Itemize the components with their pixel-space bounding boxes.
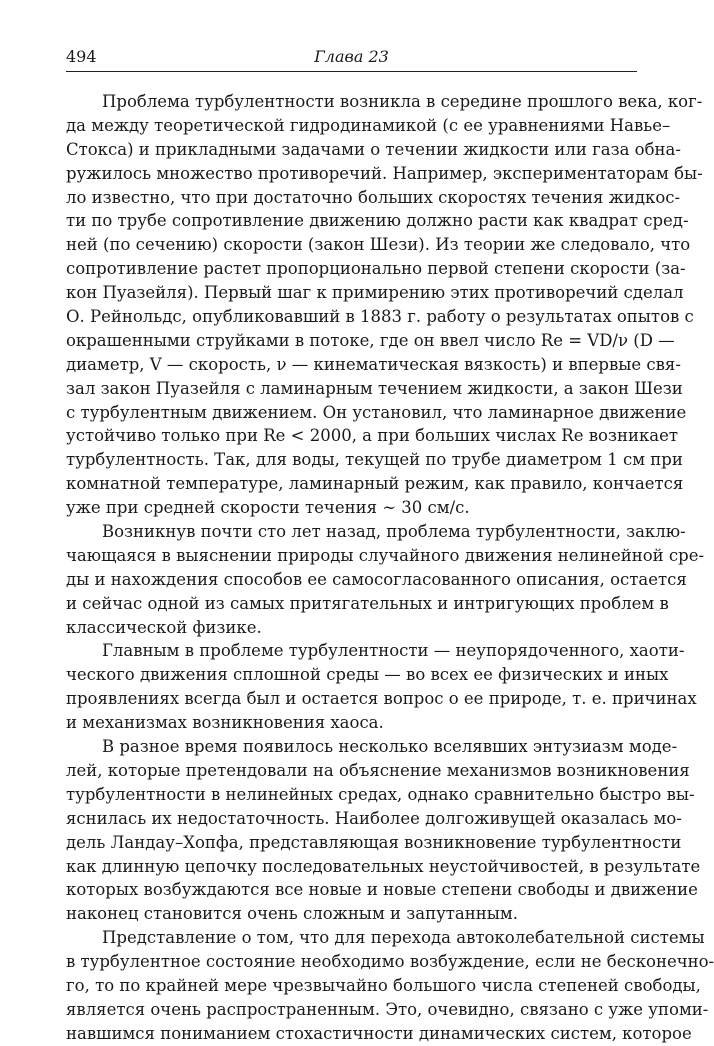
paragraph [66,520,705,639]
text-line: зал закон Пуазейля с ламинарным течением жидкости, а закон Шези [66,378,683,398]
running-head: Глава 23 [314,47,389,66]
text-line: как длинную цепочку последовательных неустойчивостей, в результате [66,856,701,876]
text-line: Стокса) и прикладными задачами о течении жидкости или газа обна- [66,139,681,159]
text-line: ней (по сечению) скорости (закон Шези). Из теории же следовало, что [66,235,691,255]
text-line: ды и нахождения способов ее самосогласованного описания, остается [66,569,687,589]
text-line: сопротивление растет пропорционально первой степени скорости (за- [66,259,686,279]
text-line: турбулентности в нелинейных средах, однако сравнительно быстро вы- [66,784,695,804]
text-line: кон Пуазейля). Первый шаг к примирению этих противоречий сделал [66,283,684,303]
text-line: В разное время появилось несколько вселявших энтузиазм моде- [102,737,678,757]
page-header [66,47,637,72]
text-line: комнатной температуре, ламинарный режим, как правило, кончается [66,474,684,494]
text-line: ружилось множество противоречий. Например, экспериментаторам бы- [66,163,703,183]
text-line: ло известно, что при достаточно больших скоростях течения жидкос- [66,187,681,207]
text-line: классической физике. [66,617,262,637]
text-line: турбулентность. Так, для воды, текущей по трубе диаметром 1 см при [66,450,683,470]
body-text [66,90,714,1046]
page-number: 494 [66,47,97,66]
text-line: в турбулентное состояние необходимо возбуждение, если не бесконечно- [66,952,714,972]
text-line: с турбулентным движением. Он установил, что ламинарное движение [66,402,687,422]
text-line: яснилась их недостаточность. Наиболее долгоживущей оказалась мо- [66,808,682,828]
text-line: проявлениях всегда был и остается вопрос о ее природе, т. е. причинах [66,689,697,709]
text-line: устойчиво только при Re < 2000, а при больших числах Re возникает [66,426,678,446]
text-line: Возникнув почти сто лет назад, проблема турбулентности, заклю- [102,522,686,542]
text-line: го, то по крайней мере чрезвычайно большого числа степеней свободы, [66,975,701,995]
paragraph [66,90,703,520]
text-line: и механизмах возникновения хаоса. [66,713,384,733]
text-line: ти по трубе сопротивление движению должно расти как квадрат сред- [66,211,689,231]
text-line: является очень распространенным. Это, очевидно, связано с уже упоми- [66,999,709,1019]
text-line: наконец становится очень сложным и запутанным. [66,904,518,924]
text-line: уже при средней скорости течения ∼ 30 см/с. [66,498,470,518]
text-line: ческого движения сплошной среды — во всех ее физических и иных [66,665,669,685]
text-line: да между теоретической гидродинамикой (с ее уравнениями Навье– [66,115,671,135]
paragraph [66,735,701,926]
text-line: О. Рейнольдс, опубликовавший в 1883 г. работу о результатах опытов с [66,307,694,327]
text-line: Проблема турбулентности возникла в середине прошлого века, ког- [102,92,703,111]
text-line: Представление о том, что для перехода автоколебательной системы [102,928,705,948]
text-line: которых возбуждаются все новые и новые степени свободы и движение [66,880,698,900]
paragraph [66,926,714,1045]
text-line: диаметр, V — скорость, ν — кинематическая вязкость) и впервые свя- [66,354,681,374]
text-line: чающаяся в выяснении природы случайного движения нелинейной сре- [66,545,705,565]
text-line: навшимся пониманием стохастичности динамических систем, которое [66,1023,692,1043]
paragraph [66,639,697,735]
text-line: лей, которые претендовали на объяснение механизмов возникновения [66,760,690,780]
text-line: Главным в проблеме турбулентности — неупорядоченного, хаоти- [102,641,685,661]
text-line: окрашенными струйками в потоке, где он ввел число Re = VD/ν (D — [66,330,675,350]
text-line: и сейчас одной из самых притягательных и интригующих проблем в [66,593,669,613]
text-line: дель Ландау–Хопфа, представляющая возникновение турбулентности [66,832,682,852]
